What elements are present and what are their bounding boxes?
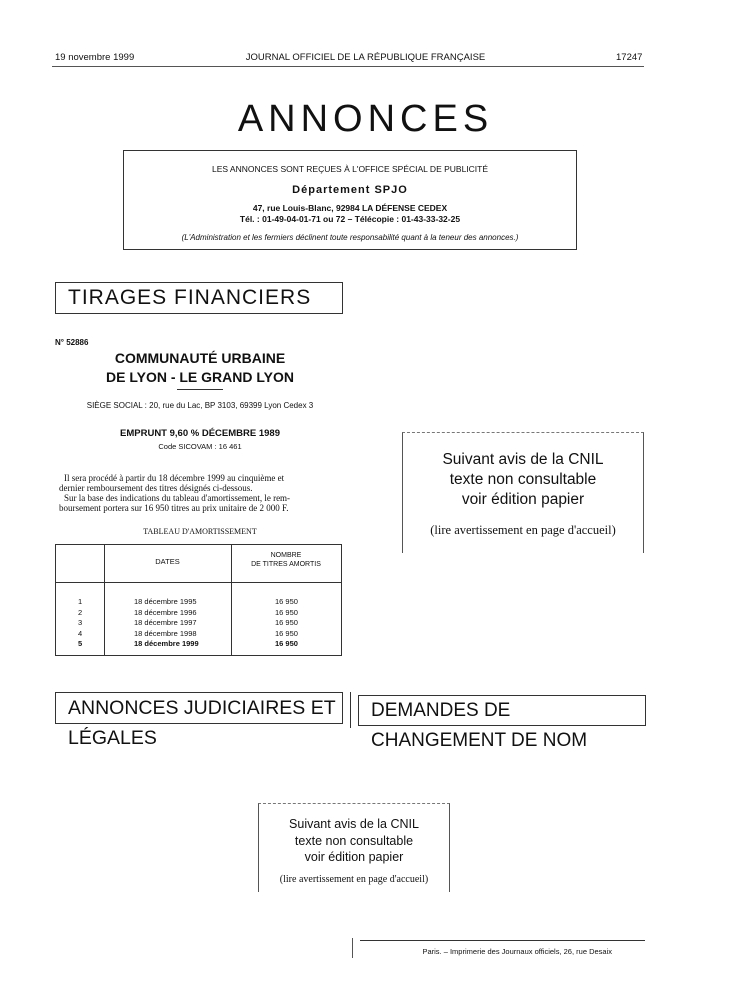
notice-siege: SIÈGE SOCIAL : 20, rue du Lac, BP 3103, 69399 Lyon Cedex 3 (86, 401, 314, 410)
cnil-notice-box-2 (258, 803, 450, 892)
info-box (123, 150, 577, 250)
info-department: Département SPJO (292, 184, 408, 196)
footer-rule (360, 940, 645, 941)
col-header-nombre-sub: DE TITRES AMORTIS (251, 561, 321, 568)
cnil2-line4: (lire avertissement en page d'accueil) (279, 874, 429, 885)
header-date: 19 novembre 1999 (55, 52, 135, 63)
header-journal: JOURNAL OFFICIEL DE LA RÉPUBLIQUE FRANÇAISE (245, 52, 486, 63)
table-row: 2 18 décembre 1996 16 950 (78, 607, 298, 617)
cnil2-line2: texte non consultable (294, 834, 414, 848)
col-header-nombre: NOMBRE (270, 552, 302, 559)
info-line1: LES ANNONCES SONT REÇUES À L'OFFICE SPÉCIAL DE PUBLICITÉ (211, 164, 489, 174)
notice-emprunt: EMPRUNT 9,60 % DÉCEMBRE 1989 (120, 428, 280, 439)
header-page-number: 17247 (616, 52, 643, 63)
amortization-table (55, 544, 342, 656)
notice-sicovam: Code SICOVAM : 16 461 (158, 442, 242, 451)
section-annonces-judiciaires: ANNONCES JUDICIAIRES ET LÉGALES (55, 692, 343, 724)
footer-imprint: Paris. – Imprimerie des Journaux officiels, 26, rue Desaix (422, 947, 612, 956)
table-row: 1 18 décembre 1995 16 950 (78, 597, 298, 606)
cnil-line3: voir édition papier (461, 491, 585, 508)
notice-number: N° 52886 (55, 338, 89, 347)
col-header-dates: DATES (155, 557, 180, 566)
cnil-line1: Suivant avis de la CNIL (442, 451, 604, 468)
table-row: 3 18 décembre 1997 16 950 (78, 618, 298, 627)
column-divider (350, 692, 351, 728)
table-body (56, 597, 341, 650)
section-changement-nom: DEMANDES DE CHANGEMENT DE NOM (358, 695, 646, 726)
info-disclaimer: (L'Administration et les fermiers déclinent toute responsabilité quant à la teneur des annonces.) (181, 233, 519, 242)
para2-line1: Sur la base des indications du tableau d'amortissement, le rem- (64, 493, 291, 503)
amortization-table-title: TABLEAU D'AMORTISSEMENT (143, 527, 257, 536)
para1-line1: Il sera procédé à partir du 18 décembre 1999 au cinquième et (64, 473, 285, 483)
section-tirages-financiers: TIRAGES FINANCIERS (55, 282, 343, 314)
cnil-line2: texte non consultable (449, 471, 597, 488)
table-row: 5 18 décembre 1999 16 950 (78, 639, 298, 648)
table-row: 4 18 décembre 1998 16 950 (78, 628, 298, 638)
cnil2-line1: Suivant avis de la CNIL (289, 817, 419, 831)
para2-line2: boursement portera sur 16 950 titres au prix unitaire de 2 000 F. (59, 503, 289, 513)
info-address: 47, rue Louis-Blanc, 92984 LA DÉFENSE CEDEX (252, 203, 448, 213)
notice-org-rule (177, 389, 223, 390)
notice-paragraph (59, 473, 346, 513)
header-rule (52, 66, 644, 67)
cnil-notice-box (402, 432, 644, 553)
footer-divider (352, 938, 353, 958)
info-phones: Tél. : 01-49-04-01-71 ou 72 – Télécopie : 01-43-33-32-25 (239, 214, 461, 224)
notice-org-line1: COMMUNAUTÉ URBAINE (114, 350, 286, 366)
notice-org-line2: DE LYON - LE GRAND LYON (106, 369, 294, 385)
para1-line2: dernier remboursement des titres désignés ci-dessous. (59, 483, 253, 493)
page-title: ANNONCES (237, 98, 494, 140)
cnil-line4: (lire avertissement en page d'accueil) (430, 523, 616, 537)
cnil2-line3: voir édition papier (304, 850, 404, 864)
